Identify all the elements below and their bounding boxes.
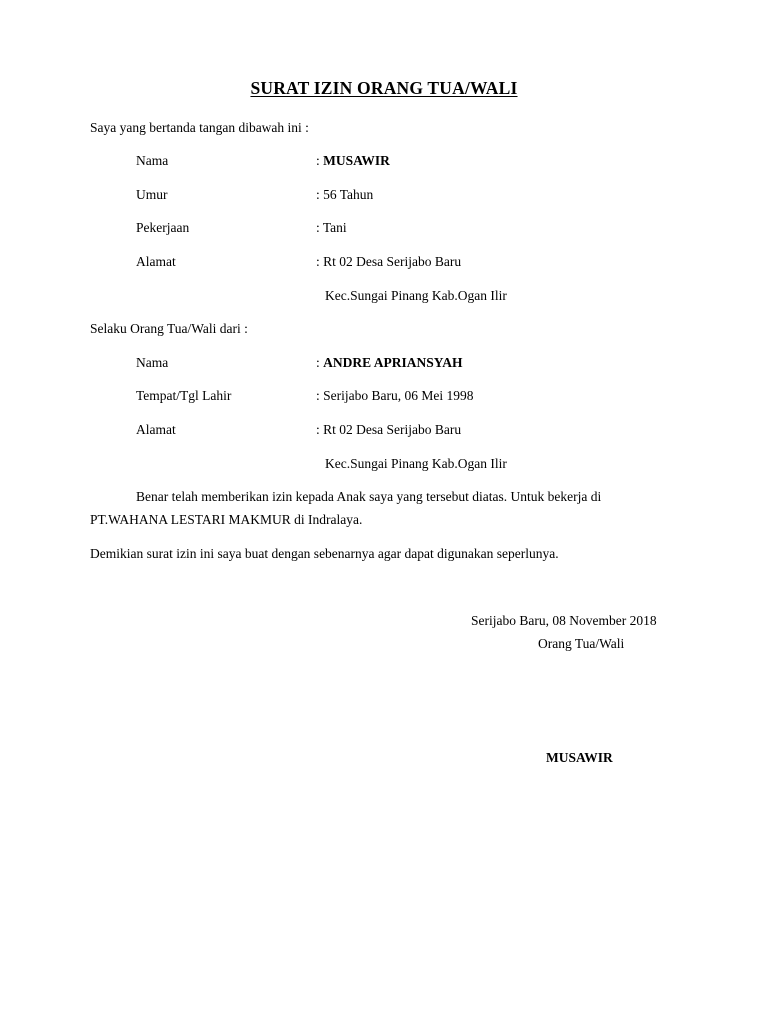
closing-paragraph: Demikian surat izin ini saya buat dengan sebenarnya agar dapat digunakan seperlunya. — [90, 546, 559, 561]
parent-name-label: Nama — [136, 153, 169, 168]
relation-text: Selaku Orang Tua/Wali dari : — [90, 321, 248, 336]
child-birth-value: : Serijabo Baru, 06 Mei 1998 — [316, 388, 474, 403]
signature-role: Orang Tua/Wali — [538, 636, 625, 651]
child-name-label: Nama — [136, 355, 169, 370]
child-name-colon: : — [316, 355, 324, 370]
child-birth-label: Tempat/Tgl Lahir — [136, 388, 232, 403]
parent-job-label: Pekerjaan — [136, 220, 190, 235]
child-name-value — [316, 354, 463, 372]
parent-address-value: : Rt 02 Desa Serijabo Baru — [316, 254, 462, 269]
body-paragraph-line2: PT.WAHANA LESTARI MAKMUR di Indralaya. — [90, 512, 363, 527]
body-paragraph-line1: Benar telah memberikan izin kepada Anak saya yang tersebut diatas. Untuk bekerja di — [136, 489, 602, 504]
parent-age-value: : 56 Tahun — [316, 187, 374, 202]
child-name-text: ANDRE APRIANSYAH — [323, 355, 463, 370]
child-address-value: : Rt 02 Desa Serijabo Baru — [316, 422, 462, 437]
parent-name-value — [316, 152, 390, 170]
parent-age-label: Umur — [136, 187, 168, 202]
letter-title: SURAT IZIN ORANG TUA/WALI — [250, 78, 518, 98]
signature-place-date: Serijabo Baru, 08 November 2018 — [471, 613, 657, 628]
child-address-label: Alamat — [136, 422, 176, 437]
parent-name-colon: : — [316, 153, 324, 168]
parent-address-label: Alamat — [136, 254, 176, 269]
parent-name-text: MUSAWIR — [323, 153, 390, 168]
child-address-value-line2: Kec.Sungai Pinang Kab.Ogan Ilir — [325, 456, 507, 471]
parent-job-value: : Tani — [316, 220, 347, 235]
parent-address-value-line2: Kec.Sungai Pinang Kab.Ogan Ilir — [325, 288, 507, 303]
intro-text: Saya yang bertanda tangan dibawah ini : — [90, 120, 309, 135]
signature-name: MUSAWIR — [546, 750, 613, 765]
